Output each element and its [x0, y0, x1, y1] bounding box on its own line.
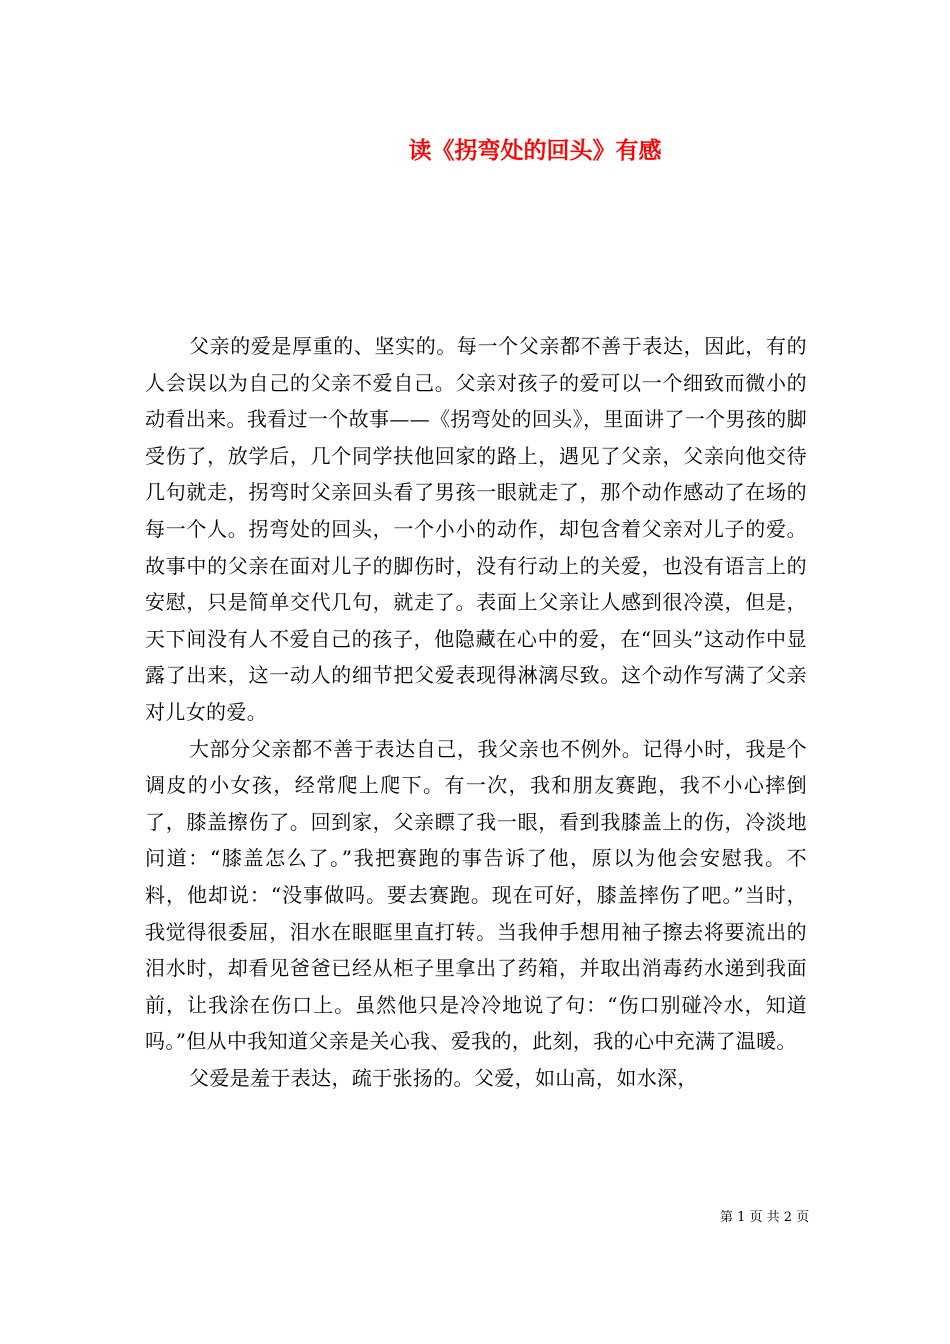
document-title: 读《拐弯处的回头》有感 [408, 137, 662, 164]
page-number-footer: 第 1 页 共 2 页 [720, 1210, 810, 1225]
paragraph: 大部分父亲都不善于表达自己，我父亲也不例外。记得小时，我是个调皮的小女孩，经常爬上爬下。有一次，我和朋友赛跑，我不小心摔倒了，膝盖擦伤了。回到家，父亲瞟了我一眼，看到我膝盖上的伤，冷淡地问道：“膝盖怎么了。”我把赛跑的事告诉了他，原以为他会安慰我。不料，他却说：“没事做吗。要去赛跑。现在可好，膝盖摔伤了吧。”当时，我觉得很委屈，泪水在眼眶里直打转。当我伸手想用袖子擦去将要流出的泪水时，却看见爸爸已经从柜子里拿出了药箱，并取出消毒药水递到我面前，让我涂在伤口上。虽然他只是冷冷地说了句：“伤口别碰冷水，知道吗。”但从中我知道父亲是关心我、爱我的，此刻，我的心中充满了温暖。 [145, 736, 807, 1054]
paragraph: 父亲的爱是厚重的、坚实的。每一个父亲都不善于表达，因此，有的人会误以为自己的父亲不爱自己。父亲对孩子的爱可以一个细致而微小的动看出来。我看过一个故事——《拐弯处的回头》，里面讲了一个男孩的脚受伤了，放学后，几个同学扶他回家的路上，遇见了父亲，父亲向他交待几句就走，拐弯时父亲回头看了男孩一眼就走了，那个动作感动了在场的每一个人。拐弯处的回头，一个小小的动作，却包含着父亲对儿子的爱。故事中的父亲在面对儿子的脚伤时，没有行动上的关爱，也没有语言上的安慰，只是简单交代几句，就走了。表面上父亲让人感到很冷漠，但是，天下间没有人不爱自己的孩子，他隐藏在心中的爱，在“回头”这动作中显露了出来，这一动人的细节把父爱表现得淋漓尽致。这个动作写满了父亲对儿女的爱。 [145, 334, 807, 724]
document-body [145, 328, 807, 1096]
paragraph: 父爱是羞于表达，疏于张扬的。父爱，如山高，如水深， [189, 1065, 698, 1090]
